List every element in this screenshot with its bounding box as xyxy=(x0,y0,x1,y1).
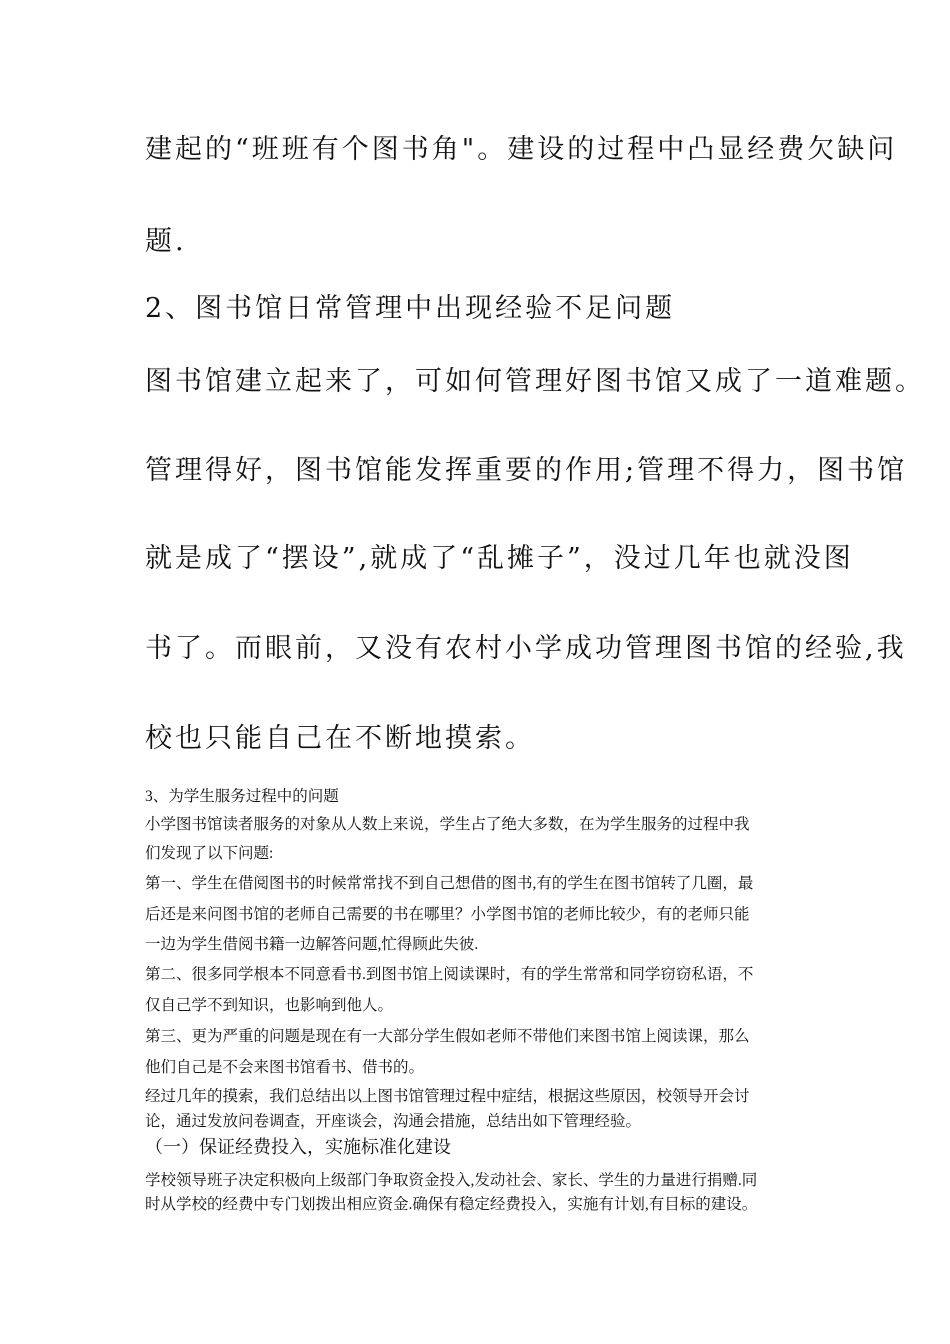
body-line: 论，通过发放问卷调查，开座谈会，沟通会措施，总结出如下管理经验。 xyxy=(145,1113,642,1130)
body-line: 第一、学生在借阅图书的时候常常找不到自己想借的图书,有的学生在图书馆转了几圈，最 xyxy=(145,875,754,892)
body-line: 仅自己学不到知识，也影响到他人。 xyxy=(145,997,394,1014)
body-line: 们发现了以下问题: xyxy=(145,845,274,862)
body-line: 就是成了“摆设”,就成了“乱摊子”，没过几年也就没图 xyxy=(145,543,854,574)
body-line: 小学图书馆读者服务的对象从人数上来说，学生占了绝大多数，在为学生服务的过程中我 xyxy=(145,816,750,833)
body-line: 他们自己是不会来图书馆看书、借书的。 xyxy=(145,1059,425,1076)
section-heading: 3、为学生服务过程中的问题 xyxy=(145,788,339,805)
body-line: 后还是来问图书馆的老师自己需要的书在哪里？小学图书馆的老师比较少，有的老师只能 xyxy=(145,906,750,923)
body-line: 图书馆建立起来了，可如何管理好图书馆又成了一道难题。 xyxy=(145,366,925,397)
body-line: 第二、很多同学根本不同意看书.到图书馆上阅读课时，有的学生常常和同学窃窃私语，不 xyxy=(145,966,754,983)
body-line: 题. xyxy=(145,226,187,257)
body-line: 校也只能自己在不断地摸索。 xyxy=(145,723,535,754)
body-line: 第三、更为严重的问题是现在有一大部分学生假如老师不带他们来图书馆上阅读课，那么 xyxy=(145,1028,750,1045)
body-line: 一边为学生借阅书籍一边解答问题,忙得顾此失彼. xyxy=(145,936,479,953)
body-line: 书了。而眼前，又没有农村小学成功管理图书馆的经验,我 xyxy=(145,633,907,664)
body-line: 时从学校的经费中专门划拨出相应资金.确保有稳定经费投入，实施有计划,有目标的建设。 xyxy=(145,1196,758,1213)
body-line: 经过几年的摸索，我们总结出以上图书馆管理过程中症结，根据这些原因，校领导开会讨 xyxy=(145,1088,750,1105)
body-line: 学校领导班子决定积极向上级部门争取资金投入,发动社会、家长、学生的力量进行捐赠.同 xyxy=(145,1172,758,1189)
subsection-heading: （一）保证经费投入，实施标准化建设 xyxy=(145,1137,451,1157)
body-line: 建起的“班班有个图书角"。建设的过程中凸显经费欠缺问 xyxy=(145,134,898,165)
body-line: 管理得好，图书馆能发挥重要的作用;管理不得力，图书馆 xyxy=(145,455,908,486)
section-heading: 2、图书馆日常管理中出现经验不足问题 xyxy=(145,293,676,324)
